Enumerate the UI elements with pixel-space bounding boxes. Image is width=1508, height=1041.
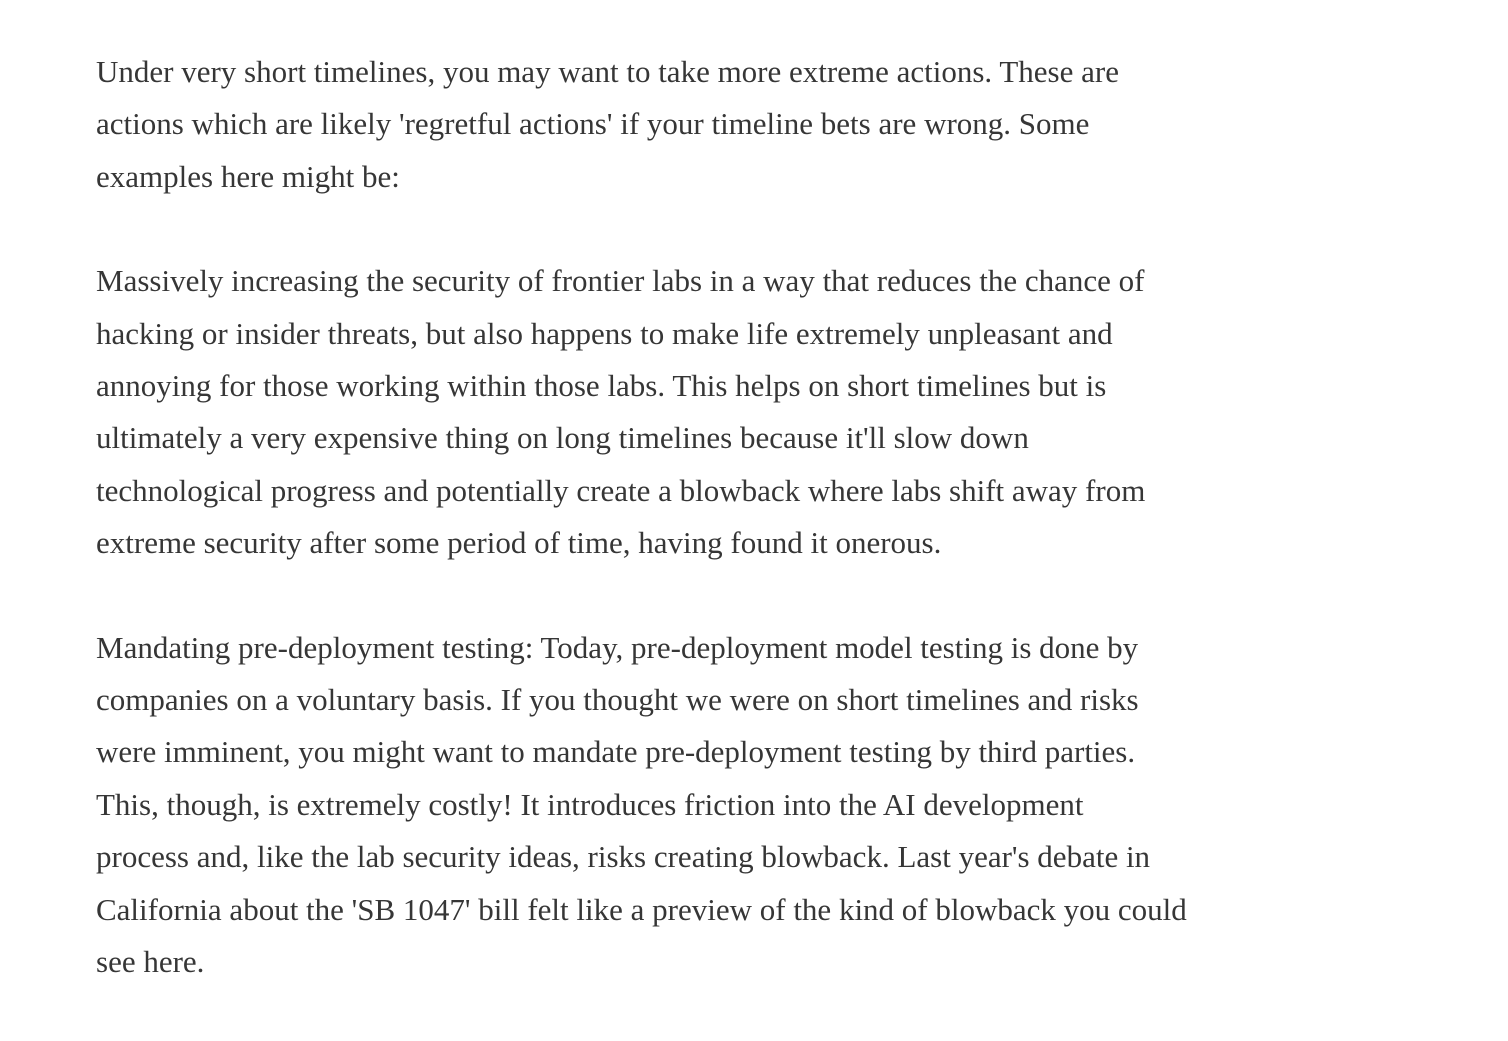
text-line: Under very short timelines, you may want to take more extreme actions. These are	[96, 54, 1119, 89]
text-line: companies on a voluntary basis. If you thought we were on short timelines and risks	[96, 682, 1139, 718]
text-line: see here.	[96, 944, 205, 980]
paragraph-pre-deployment-testing	[96, 622, 1356, 989]
paragraph-lab-security	[96, 255, 1356, 569]
text-line: extreme security after some period of time, having found it onerous.	[96, 525, 942, 561]
text-line: This, though, is extremely costly! It introduces friction into the AI development	[96, 786, 1084, 822]
text-line: actions which are likely 'regretful actions' if your timeline bets are wrong. Some	[96, 106, 1090, 142]
text-line: process and, like the lab security ideas, risks creating blowback. Last year's debate in	[96, 839, 1151, 875]
text-line: ultimately a very expensive thing on long timelines because it'll slow down	[96, 420, 1029, 456]
text-line: annoying for those working within those labs. This helps on short timelines but is	[96, 368, 1107, 404]
text-line: technological progress and potentially create a blowback where labs shift away from	[96, 472, 1146, 508]
text-line: Massively increasing the security of frontier labs in a way that reduces the chance of	[96, 263, 1145, 299]
paragraph-intro	[96, 46, 1356, 203]
text-line: California about the 'SB 1047' bill felt like a preview of the kind of blowback you could	[96, 891, 1187, 927]
text-line: examples here might be:	[96, 158, 400, 194]
article-body	[96, 46, 1356, 1041]
text-line: hacking or insider threats, but also happens to make life extremely unpleasant and	[96, 315, 1113, 351]
text-line: were imminent, you might want to mandate pre-deployment testing by third parties.	[96, 734, 1136, 770]
text-line: Mandating pre-deployment testing: Today, pre-deployment model testing is done by	[96, 629, 1139, 665]
